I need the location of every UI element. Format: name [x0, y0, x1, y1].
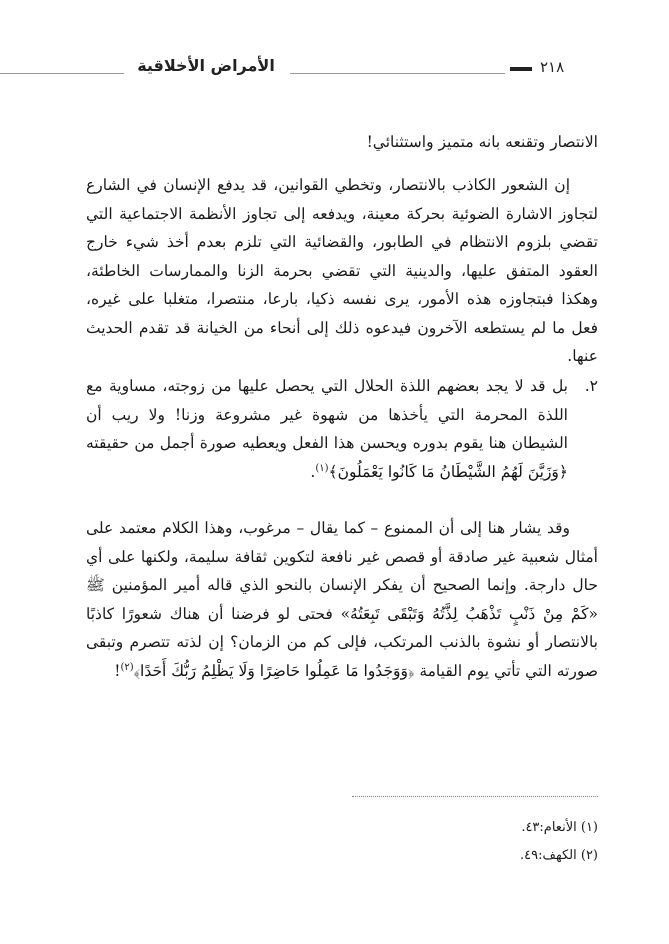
paragraph-text: فحتى لو فرضنا أن هناك شعورًا كاذبًا بالانتصار أو نشوة بالذنب المرتكب، فإلى كم من الزمان؟ إن لذته تتصرم وتبقى صورته التي تأتي يوم القيامة: [86, 604, 598, 680]
footnote-1: (١) الأنعام:٤٣.: [521, 820, 598, 835]
paragraph: [86, 171, 598, 371]
paragraph-continuation: [86, 128, 598, 157]
footnote-ref: (٢): [120, 661, 134, 673]
footnote-ref: (١): [315, 462, 329, 474]
book-title: الأمراض الأخلاقية: [137, 56, 275, 75]
paragraph-text: وقد يشار هنا إلى أن الممنوع – كما يقال – مرغوب، وهذا الكلام معتمد على أمثال شعبية غير صادقة أو قصص غير نافعة لتكوين ثقافة سليمة، ولكنها على أي حال دارجة. وإنما الصحيح أن يفكر الإنسان بالنحو الذي قاله أمير المؤمنين ﷺ: [86, 519, 598, 594]
paragraph: [86, 514, 598, 685]
hadith-quote: «كَمْ مِنْ ذَنْبٍ تَذْهَبُ لِذَّتُهُ وَتَبْقَى تَبِعَتُهُ»: [340, 604, 599, 623]
quran-verse: ﴿وَوَجَدُوا مَا عَمِلُوا حَاضِرًا وَلَا يَظْلِمُ رَبُّكَ أَحَدًا﴾: [133, 661, 415, 680]
header-rule-left: [0, 73, 124, 74]
paragraph-text: بل قد لا يجد بعضهم اللذة الحلال التي يحصل عليها من زوجته، مساوية مع اللذة المحرمة التي يأخذها من شهوة غير مشروعة وزنا! ولا ريب أن الشيطان هنا يقوم بدوره ويحسن هذا الفعل ويعطيه صورة أجمل من حقيقته: [86, 377, 568, 452]
punctuation: !: [114, 661, 121, 680]
header-dash: [510, 67, 532, 71]
numbered-item-body: [86, 372, 568, 486]
paragraph-text: إن الشعور الكاذب بالانتصار، وتخطي القوانين، قد يدفع الإنسان في الشارع لتجاوز الاشارة الضوئية بحركة معينة، ويدفعه إلى تجاوز الأنظمة الاجتماعية التي تقضي بلزوم الانتظام في الطابور، والقضائية التي تلزم بعدم أخذ شيء خارج العقود المتفق عليها، والدينية التي تقضي بحرمة الزنا والممارسات الخاطئة، وهكذا فبتجاوزه هذه الأمور، يرى نفسه ذكيا، بارعا، منتصرا، متغلبا على غيره، فعل ما لم يستطعه الآخرون فيدعوه ذلك إلى أنحاء من الخيانة قد تقدم الحديث عنها.: [86, 176, 598, 365]
running-header: [0, 56, 669, 84]
footnote-2: (٢) الكهف:٤٩.: [520, 848, 598, 863]
page-number: ٢١٨: [540, 58, 565, 76]
numbered-item-2: [86, 372, 598, 486]
punctuation: .: [310, 462, 316, 481]
item-number: ٢.: [584, 377, 598, 395]
footnote-divider: [352, 796, 598, 797]
header-rule-middle: [290, 73, 505, 74]
paragraph-text: الانتصار وتقنعه بانه متميز واستثنائي!: [366, 133, 598, 151]
quran-verse: ﴿وَزَيَّنَ لَهُمُ الشَّيْطَانُ مَا كَانُوا يَعْمَلُونَ﴾: [328, 462, 568, 481]
